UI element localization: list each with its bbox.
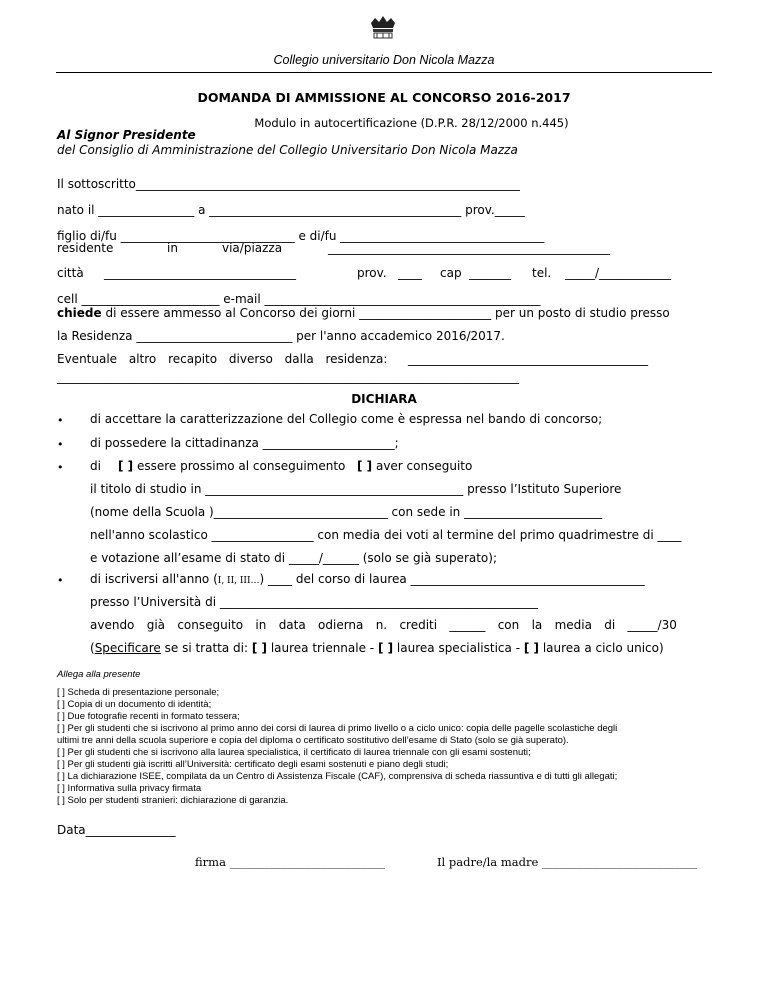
checkbox-triennale[interactable]: [ ] — [251, 641, 268, 655]
subtitle: Modulo in autocertificazione (D.P.R. 28/12/2000 n.445) — [254, 116, 569, 130]
roman-years: I, II, III… — [217, 576, 260, 586]
header-divider — [56, 72, 712, 73]
college-name: Collegio universitario Don Nicola Mazza — [273, 53, 495, 67]
addressee-body: del Consiglio di Amministrazione del Collegio Universitario Don Nicola Mazza — [57, 143, 518, 157]
laurea-type-line — [90, 641, 664, 655]
bullet-2: • — [57, 438, 64, 451]
scuola-field[interactable]: (nome della Scuola )_____________________________ con sede in _______________________ — [90, 505, 603, 519]
allega-item[interactable]: [ ] Due fotografie recenti in formato tessera; — [57, 711, 240, 722]
specificare-word: Specificare — [94, 641, 161, 655]
allega-item[interactable]: [ ] Copia di un documento di identità; — [57, 699, 212, 710]
college-crest-icon — [368, 14, 398, 40]
chiede-word: chiede — [57, 306, 102, 320]
option-conseguito[interactable] — [357, 459, 472, 473]
recapito-field-line2[interactable]: _____________________________________________________________________________ — [57, 370, 519, 384]
allega-item[interactable]: [ ] Per gli studenti che si iscrivono al primo anno dei corsi di laurea di primo livello o a ciclo unico: copia delle pagelle scolastiche degli — [57, 723, 618, 734]
allega-item[interactable]: [ ] Per gli studenti che si iscrivono alla laurea specialistica, il certificato di laurea triennale con gli esami sostenuti; — [57, 747, 531, 758]
citta-label: città — [57, 266, 84, 280]
allega-title: Allega alla presente — [57, 669, 141, 680]
allega-item[interactable]: [ ] Informativa sulla privacy firmata — [57, 783, 202, 794]
parents-field[interactable]: figlio di/fu _____________________________ e di/fu __________________________________ — [57, 229, 545, 243]
page-title: DOMANDA DI AMMISSIONE AL CONCORSO 2016-2017 — [197, 90, 571, 105]
bullet-1: • — [57, 414, 64, 427]
crediti-field[interactable]: avendo già conseguito in data odierna n. crediti ______ con la media di _____/30 — [90, 618, 677, 632]
cittadinanza-field[interactable]: di possedere la cittadinanza ______________________; — [90, 436, 399, 450]
chiede-line — [57, 306, 670, 320]
address-field[interactable]: _______________________________________________ — [328, 241, 610, 255]
checkbox-prossimo[interactable]: [ ] — [118, 459, 134, 473]
data-field[interactable]: Data_______________ — [57, 823, 176, 837]
iscrizione-rest: ) ____ del corso di laurea _______________________________________ — [259, 572, 645, 586]
city-field[interactable]: ________________________________ — [104, 266, 296, 280]
specialistica-label: laurea specialistica - — [393, 641, 524, 655]
contact-field[interactable]: cell _______________________ e-mail ______________________________________________ — [57, 292, 541, 306]
recapito-label: Eventuale altro recapito diverso dalla residenza: — [57, 352, 388, 366]
ciclo-unico-label: laurea a ciclo unico) — [539, 641, 664, 655]
dichiara-heading: DICHIARA — [351, 392, 417, 406]
checkbox-specialistica[interactable]: [ ] — [377, 641, 394, 655]
di-label: di — [90, 459, 101, 473]
spec-text: se si tratta di: — [160, 641, 252, 655]
padre-madre-field[interactable]: Il padre/la madre ___________________________ — [437, 855, 698, 869]
universita-field[interactable]: presso l’Università di _____________________________________________________ — [90, 595, 538, 609]
residente-label: residente — [57, 241, 114, 255]
sottoscritto-field[interactable]: Il sottoscritto________________________________________________________________ — [57, 177, 520, 191]
bullet-3: • — [57, 461, 64, 474]
iscrizione-field[interactable] — [90, 572, 645, 586]
firma-field[interactable]: firma ___________________________ — [195, 855, 385, 869]
iscrizione-start: di iscriversi all'anno ( — [90, 572, 218, 586]
triennale-label: laurea triennale - — [267, 641, 378, 655]
titolo-field[interactable]: il titolo di studio in ___________________________________________ presso l’Istituto Superiore — [90, 482, 622, 496]
cap-field[interactable]: _______ — [469, 266, 511, 280]
cap-label: cap — [440, 266, 462, 280]
allega-item[interactable]: [ ] Per gli studenti già iscritti all’Università: certificato degli esami sostenuti e piano degli studi; — [57, 759, 449, 770]
allega-item[interactable]: [ ] Scheda di presentazione personale; — [57, 687, 220, 698]
tel-field[interactable]: _____/____________ — [565, 266, 672, 280]
option-prossimo-label: essere prossimo al conseguimento — [133, 459, 346, 473]
option-prossimo[interactable] — [118, 459, 345, 473]
checkbox-conseguito[interactable]: [ ] — [357, 459, 373, 473]
chiede-text: di essere ammesso al Concorso dei giorni ______________________ per un posto di studio presso — [101, 306, 670, 320]
prov-field[interactable]: ____ — [398, 266, 422, 280]
bullet-4: • — [57, 574, 64, 587]
in-label: in — [167, 241, 178, 255]
dichiara-item-1: di accettare la caratterizzazione del Collegio come è espressa nel bando di concorso; — [90, 412, 603, 426]
recapito-field[interactable]: ________________________________________ — [408, 352, 648, 366]
allega-item[interactable]: [ ] Solo per studenti stranieri: dichiarazione di garanzia. — [57, 795, 289, 806]
allega-item[interactable]: [ ] La dichiarazione ISEE, compilata da un Centro di Assistenza Fiscale (CAF), comprensiva di scheda riassuntiva e di tutti gli allegati; — [57, 771, 618, 782]
via-label: via/piazza — [222, 241, 283, 255]
birth-field[interactable]: nato il ________________ a __________________________________________ prov._____ — [57, 203, 525, 217]
allega-item-continued: ultimi tre anni della scuola superiore e copia del diploma o certificato sostitutivo dell’esame di Stato (solo se già superato). — [57, 735, 569, 746]
residenza-field[interactable]: la Residenza __________________________ per l'anno accademico 2016/2017. — [57, 329, 505, 343]
spec-open: ( — [90, 641, 95, 655]
anno-scolastico-field[interactable]: nell'anno scolastico _________________ con media dei voti al termine del primo quadrimestre di ____ — [90, 528, 682, 542]
tel-label: tel. — [532, 266, 552, 280]
prov-label: prov. — [357, 266, 387, 280]
option-conseguito-label: aver conseguito — [372, 459, 473, 473]
checkbox-ciclo-unico[interactable]: [ ] — [523, 641, 539, 655]
votazione-field[interactable]: e votazione all’esame di stato di _____/______ (solo se già superato); — [90, 551, 497, 565]
addressee-title: Al Signor Presidente — [57, 128, 196, 142]
